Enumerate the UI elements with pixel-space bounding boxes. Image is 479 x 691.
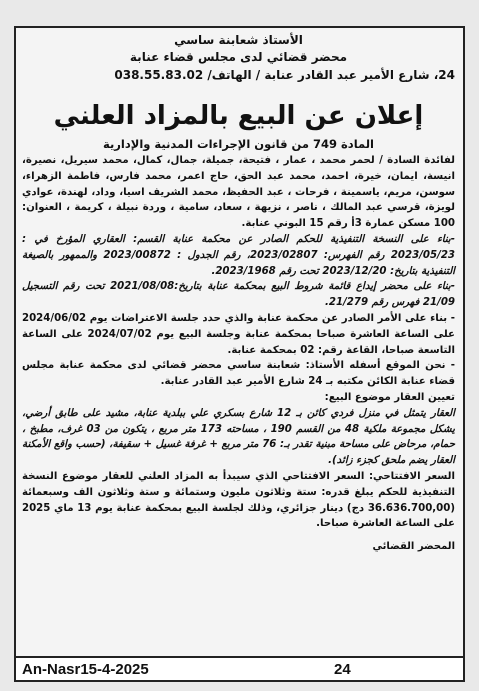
notice-title: إعلان عن البيع بالمزاد العلني: [53, 101, 424, 131]
paragraph-order: - بناء على الأمر الصادر عن محكمة عنابة والذي حدد جلسة الاعتراضات يوم 2024/06/02 على الساعة العاشرة صباحا بمحكمة عنابة وجلسة البيع يوم 2024/07/02 على الساعة التاسعة صباحا، القاعة رقم: 02 بمحكمة عنابة.: [22, 312, 455, 356]
bailiff-role: محضر قضائي لدى مجلس قضاء عنابة: [129, 50, 348, 64]
paragraph-beneficiaries: لفائدة السادة / لحمر محمد ، عمار ، فتيحة، جميلة، جمال، كمال، محمد سيريل، نصيرة، انيسة، ايمان، خيرة، احمد، محمد عبد الحق، حاج اعمر، محمد فارس، فاطمة الزهراء، سوسن، مريم، ياسمينة ، فرحات ، عبد الحفيظ، محمد الشريف اسيا، وداد، لهندة، عوادي لويزة، قرسي عبد المالك ، ناصر ، نزيهة ، سعاد، سامية ، وردة نبيلة ، كريمة ، العنوان: 100 مسكن عمارة 3أ رقم 15 البوني عنابة.: [22, 155, 455, 230]
publication-date: An-Nasr15-4-2025: [22, 661, 149, 678]
paragraph-property: العقار يتمثل في منزل فردي كائن بـ 12 شارع بسكري علي ببلدية عنابة، مشيد على طابق أرضي، يشكل مجموعة ملكية 48 من القسم 190 ، مساحته 173 متر مربع ، يتكون من 03 غرف، مطبخ ، حمام، مرحاض على مساحة مبنية تقدر بـ: 76 متر مربع + غرفة غسيل + سقيفة، (حسب واقع الأمكنة العقار يضم ملحق كجزء زائد).: [22, 407, 455, 467]
page-number: 24: [334, 661, 351, 678]
bailiff-name: الأستاذ شعابنة ساسي: [174, 33, 303, 47]
paragraph-bailiff: - نحن الموقع أسفله الأستاذ: شعابنة ساسي محضر قضائي لدى محكمة عنابة مجلس قضاء عنابة الكائن مكتبه بـ 24 شارع الأمير عبد القادر عنابة.: [22, 360, 455, 388]
signature: المحضر القضائي: [372, 541, 455, 553]
paragraph-judgment: -بناء على النسخة التنفيذية للحكم الصادر عن محكمة عنابة القسم: العقاري المؤرخ في : 2023/05/23 رقم الفهرس: 2023/02807، رقم الجدول : 2023/00872 والممهور بالصيغة التنفيذية بتاريخ: 2023/12/20 تحت رقم 2023/1968.: [22, 233, 455, 277]
paragraph-conditions: -بناء على محضر إيداع قائمة شروط البيع بمحكمة عنابة بتاريخ:2021/08/08 تحت رقم التسجيل 21/09 فهرس رقم 21/279.: [22, 281, 455, 309]
notice-subtitle: المادة 749 من قانون الإجراءات المدنية والإدارية: [103, 137, 374, 151]
notice-content: [22, 32, 455, 552]
bailiff-address: 24، شارع الأمير عبد القادر عنابة / الهاتف/ 038.55.83.02: [114, 68, 455, 82]
paragraph-price: السعر الافتتاحي: السعر الافتتاحي الذي سيبدأ به المزاد العلني للعقار موضوع النسخة التنفيذية للحكم يبلغ قدره: ستة وثلاثون مليون وستمائة و ستة وثلاثون الف وسبعمائة (36.636.700,00 دج) دينار جزائري، وذلك لجلسة البيع بمحكمة عنابة يوم 13 ماي 2025 على الساعة العاشرة صباحا.: [22, 470, 455, 530]
page-footer: [14, 658, 465, 682]
notice-header: [22, 32, 455, 84]
paragraph-property-heading: تعيين العقار موضوع البيع:: [324, 391, 455, 403]
